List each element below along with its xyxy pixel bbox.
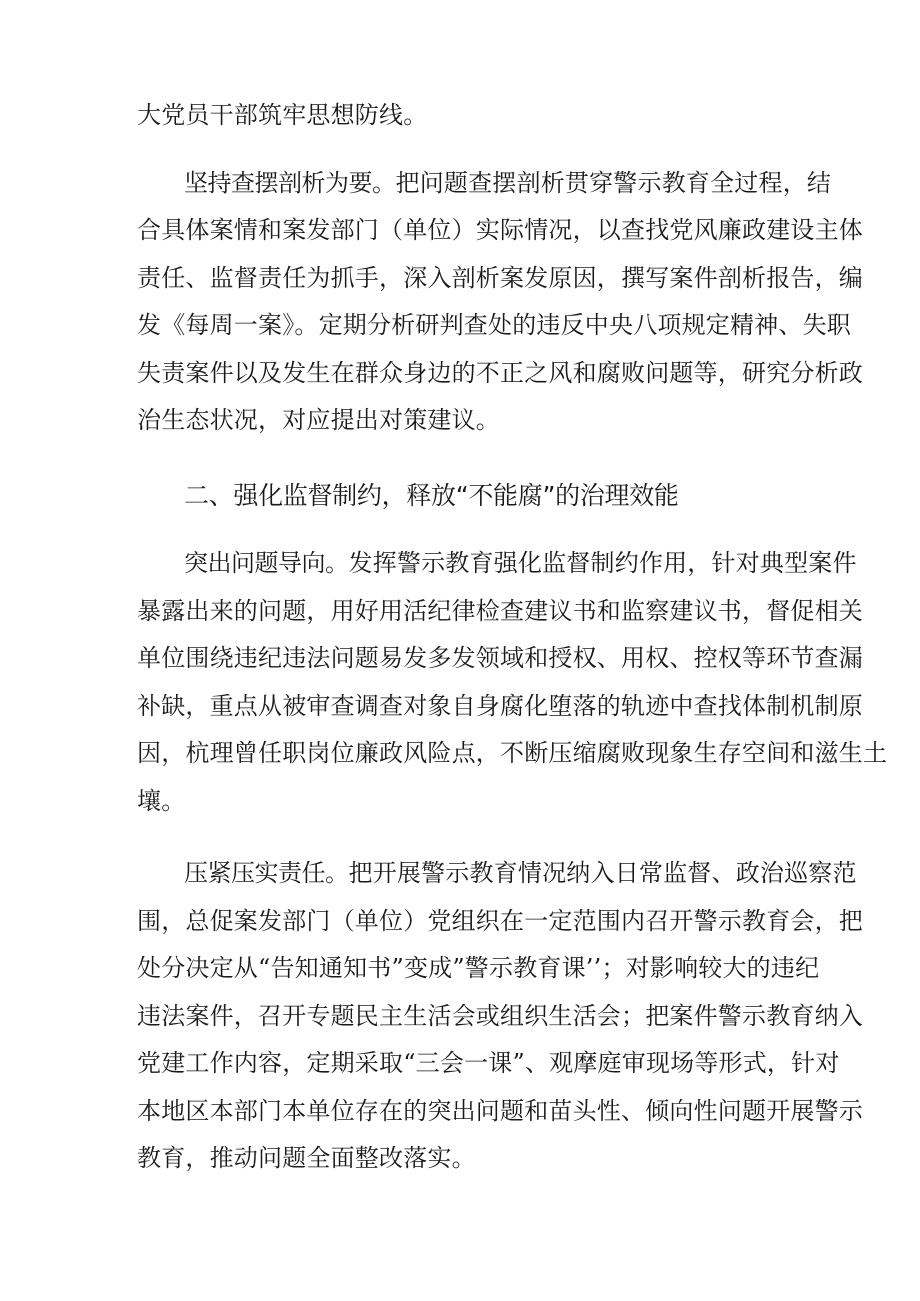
para1-line-1-text: 把问题查摆剖析贯穿警示教育全过程，结: [395, 169, 832, 197]
para2-line-6: 壤。: [137, 787, 186, 815]
para3-line-6: 本地区本部门本单位存在的突出问题和苗头性、倾向性问题开展警示: [137, 1097, 863, 1125]
para3-lead: 压紧压实责任。: [184, 859, 349, 887]
para1-line-3: 责任、监督责任为抓手，深入剖析案发原因，撰写案件剖析报告，编: [137, 264, 863, 292]
para1-line-6: 治生态状况，对应提出对策建议。: [137, 406, 500, 434]
para3-line-1: [184, 858, 857, 888]
para3-line-3: 处分决定从“告知通知书”变成”警示教育课’’；对影响较大的违纪: [137, 954, 820, 982]
para3-line-1-text: 把开展警示教育情况纳入日常监督、政治巡察范: [348, 859, 857, 887]
para2-line-1: [184, 548, 857, 578]
para1-line-4: 发《每周一案》。定期分析研判查处的违反中央八项规定精神、失职: [137, 311, 851, 339]
para1-line-2: 合具体案情和案发部门（单位）实际情况，以查找党风廉政建设主体: [137, 216, 863, 244]
para2-line-2: 暴露出来的问题，用好用活纪律检查建议书和监察建议书，督促相关: [137, 597, 863, 625]
para3-line-7: 教育，推动问题全面整改落实。: [137, 1144, 476, 1172]
para2-line-4: 补缺，重点从被审查调查对象自身腐化堕落的轨迹中查找体制机制原: [137, 692, 863, 720]
para3-line-2: 围，总促案发部门（单位）党组织在一定范围内召开警示教育会，把: [137, 907, 863, 935]
para3-line-4: 违法案件，召开专题民主生活会或组织生活会；把案件警示教育纳入: [137, 1002, 863, 1030]
para2-lead: 突出问题导向。: [184, 549, 349, 577]
para2-line-1-text: 发挥警示教育强化监督制约作用，针对典型案件: [348, 549, 857, 577]
para1-lead: 坚持查摆剖析为要。: [184, 169, 396, 197]
para2-line-5: 因，杭理曾任职岗位廉政风险点，不断压缩腐败现象生存空间和滋生土: [137, 739, 888, 767]
section-2-heading: 二、强化监督制约，释放“不能腐”的治理效能: [184, 481, 679, 510]
para3-line-5: 党建工作内容，定期采取“三会一课”、观摩庭审现场等形式，针对: [137, 1049, 840, 1077]
para2-line-3: 单位围绕违纪违法问题易发多发领域和授权、用权、控权等环节查漏: [137, 644, 863, 672]
para1-line-5: 失责案件以及发生在群众身边的不正之风和腐败问题等，研究分析政: [137, 359, 863, 387]
para1-line-1: [184, 168, 832, 198]
intro-line-1: 大党员干部筑牢思想防线。: [137, 101, 428, 129]
